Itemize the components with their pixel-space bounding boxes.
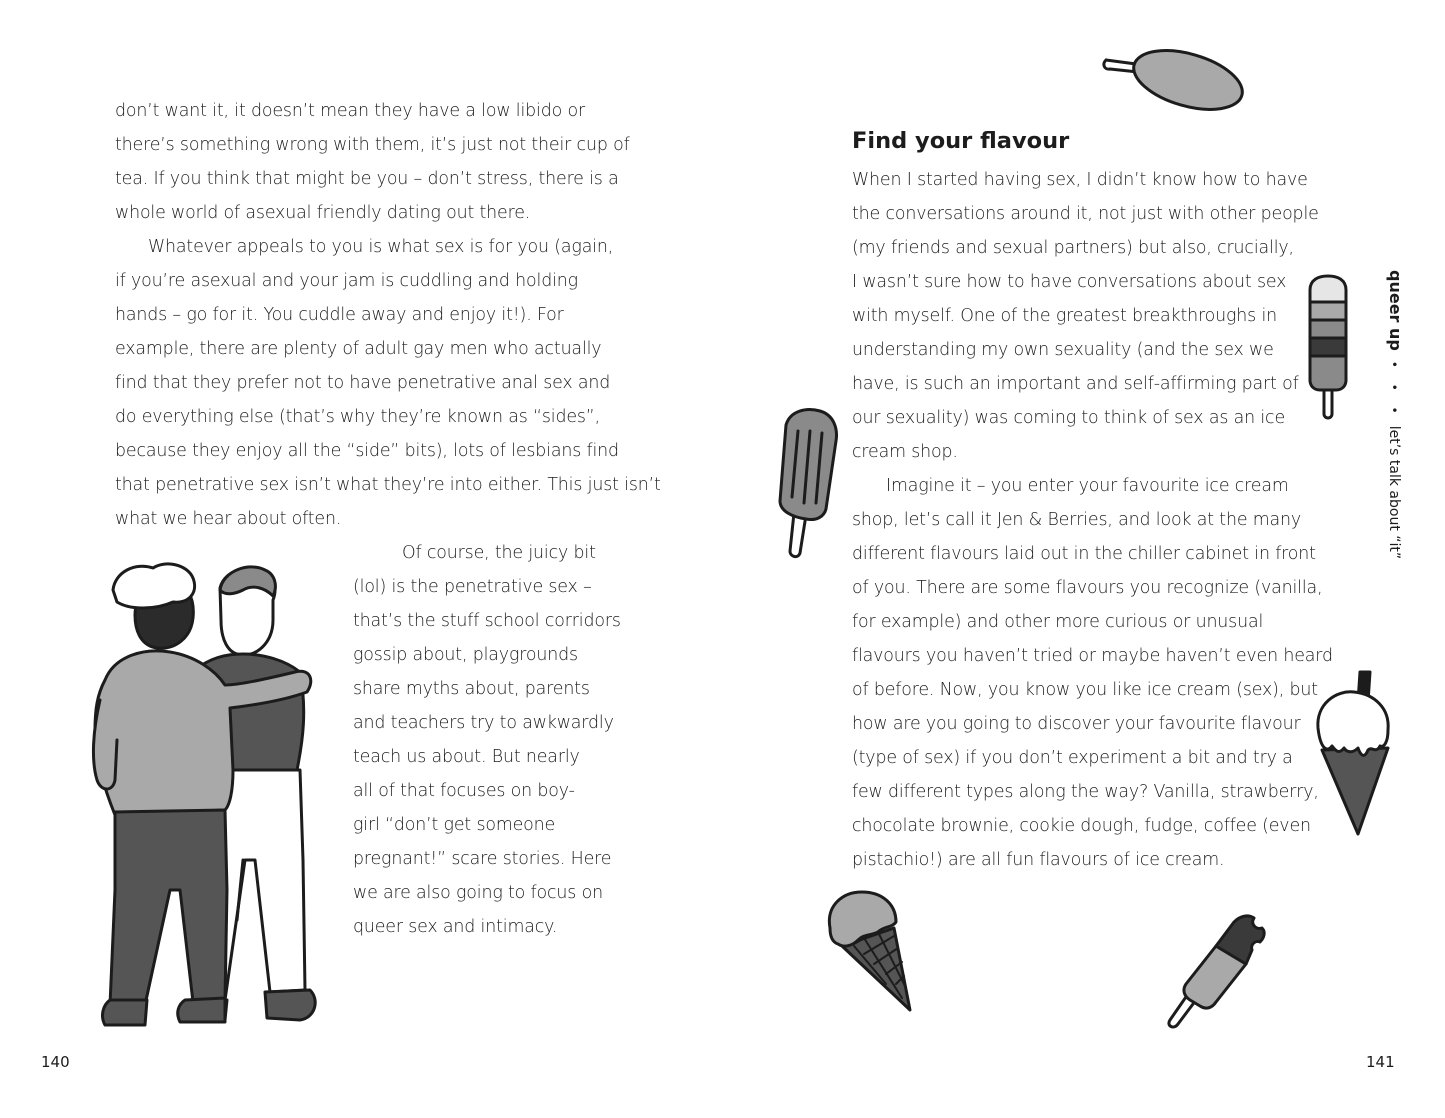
text-line: all of that focuses on boy-	[353, 781, 575, 801]
text-line: teach us about. But nearly	[353, 747, 580, 767]
text-line: (type of sex) if you don’t experiment a bit and try a	[852, 748, 1293, 768]
text-line: with myself. One of the greatest breakthroughs in	[852, 306, 1277, 326]
text-line: understanding my own sexuality (and the sex we	[852, 340, 1274, 360]
page-number: 141	[1366, 1053, 1395, 1071]
striped-popsicle-icon	[1302, 272, 1352, 424]
text-line: because they enjoy all the “side” bits), lots of lesbians find	[115, 441, 619, 461]
text-line: the conversations around it, not just with other people	[852, 204, 1319, 224]
text-line: share myths about, parents	[353, 679, 590, 699]
text-line: example, there are plenty of adult gay men who actually	[115, 339, 602, 359]
running-head	[1385, 270, 1405, 570]
text-line: pregnant!” scare stories. Here	[353, 849, 612, 869]
text-line: do everything else (that’s why they’re known as “sides”,	[115, 407, 601, 427]
text-line: have, is such an important and self-affirming part of	[852, 374, 1299, 394]
text-line: hands – go for it. You cuddle away and enjoy it!). For	[115, 305, 564, 325]
text-line: shop, let’s call it Jen & Berries, and look at the many	[852, 510, 1302, 530]
text-line: gossip about, playgrounds	[353, 645, 578, 665]
waffle-cone-icon	[824, 888, 930, 1016]
text-line: that’s the stuff school corridors	[353, 611, 621, 631]
ice-cream-cone-icon	[1310, 668, 1394, 840]
text-line: for example) and other more curious or unusual	[852, 612, 1264, 632]
text-line: chocolate brownie, cookie dough, fudge, coffee (even	[852, 816, 1311, 836]
popsicle-icon	[1098, 40, 1250, 120]
text-line: don’t want it, it doesn’t mean they have a low libido or	[115, 101, 585, 121]
text-line: there’s something wrong with them, it’s just not their cup of	[115, 135, 630, 155]
text-line: When I started having sex, I didn’t know how to have	[852, 170, 1308, 190]
text-line: few different types along the way? Vanilla, strawberry,	[852, 782, 1319, 802]
text-line: of before. Now, you know you like ice cream (sex), but	[852, 680, 1318, 700]
text-line: (my friends and sexual partners) but also, crucially,	[852, 238, 1294, 258]
text-line: of you. There are some flavours you recognize (vanilla,	[852, 578, 1323, 598]
text-line: and teachers try to awkwardly	[353, 713, 614, 733]
text-line: Imagine it – you enter your favourite ice cream	[886, 476, 1289, 496]
text-line: we are also going to focus on	[353, 883, 603, 903]
text-line: find that they prefer not to have penetrative anal sex and	[115, 373, 611, 393]
running-head-title: queer up	[1386, 270, 1405, 351]
text-line: flavours you haven’t tried or maybe haven’t even heard	[852, 646, 1333, 666]
text-line: pistachio!) are all fun flavours of ice cream.	[852, 850, 1225, 870]
text-line: if you’re asexual and your jam is cuddling and holding	[115, 271, 578, 291]
ice-lolly-icon	[776, 405, 842, 561]
text-line: Of course, the juicy bit	[402, 543, 596, 563]
text-line: different flavours laid out in the chiller cabinet in front	[852, 544, 1316, 564]
text-line: Whatever appeals to you is what sex is for you (again,	[148, 237, 614, 257]
bitten-popsicle-icon	[1164, 910, 1274, 1030]
two-men-embracing-illustration	[75, 560, 325, 1030]
running-head-dots: • • •	[1387, 360, 1401, 420]
running-head-subtitle: let’s talk about “it”	[1386, 425, 1402, 560]
text-line: queer sex and intimacy.	[353, 917, 558, 937]
text-line: I wasn’t sure how to have conversations about sex	[852, 272, 1287, 292]
text-line: whole world of asexual friendly dating out there.	[115, 203, 531, 223]
text-line: our sexuality) was coming to think of sex as an ice	[852, 408, 1286, 428]
text-line: cream shop.	[852, 442, 958, 462]
text-line: that penetrative sex isn’t what they’re into either. This just isn’t	[115, 475, 661, 495]
text-line: tea. If you think that might be you – don’t stress, there is a	[115, 169, 619, 189]
page-number: 140	[41, 1053, 70, 1071]
text-line: (lol) is the penetrative sex –	[353, 577, 592, 597]
text-line: what we hear about often.	[115, 509, 342, 529]
text-line: how are you going to discover your favourite flavour	[852, 714, 1301, 734]
text-line: girl “don’t get someone	[353, 815, 556, 835]
section-heading: Find your flavour	[852, 128, 1070, 154]
